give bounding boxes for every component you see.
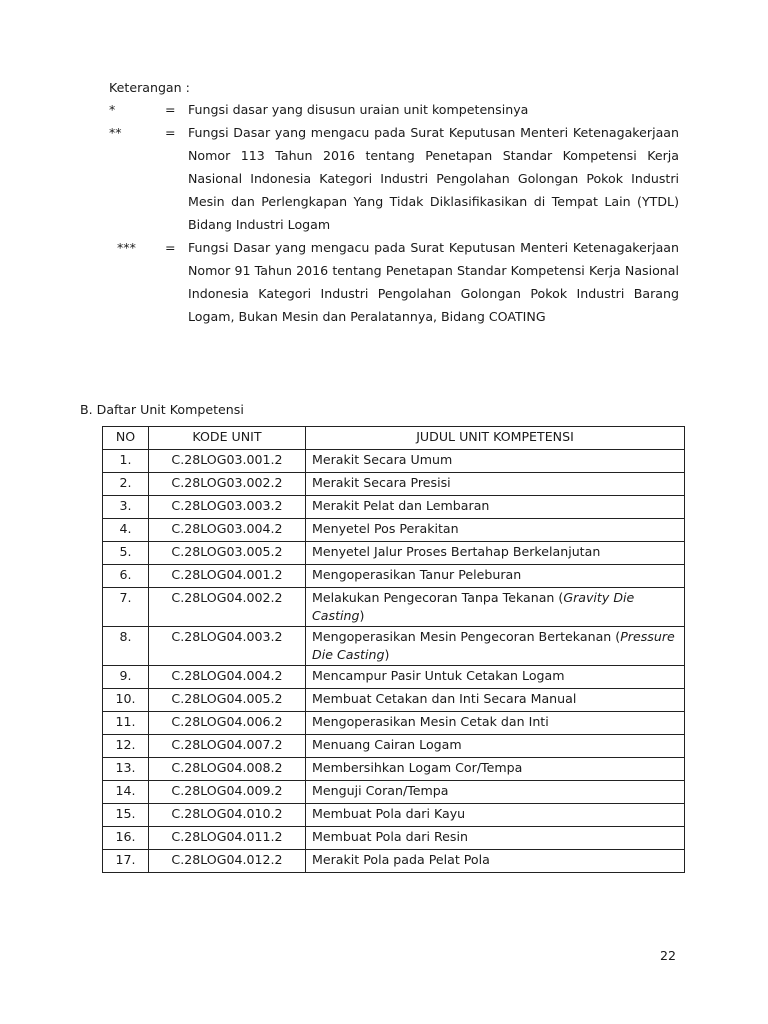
table-row: [103, 519, 685, 542]
cell-kode: C.28LOG03.005.2: [149, 542, 306, 565]
cell-no: 10.: [103, 689, 149, 712]
table-row: [103, 804, 685, 827]
cell-kode: C.28LOG04.012.2: [149, 850, 306, 873]
cell-no: 2.: [103, 473, 149, 496]
note-symbol: ***: [117, 240, 136, 255]
cell-no: 13.: [103, 758, 149, 781]
header-no: NO: [103, 427, 149, 450]
note-equals: =: [165, 240, 176, 255]
table-row: [103, 689, 685, 712]
note-symbol: *: [109, 102, 116, 117]
judul-end-text: ): [359, 608, 365, 623]
judul-italic-text: Gravity Die Casting: [312, 590, 635, 623]
cell-kode: C.28LOG04.007.2: [149, 735, 306, 758]
note-double-star: [109, 121, 679, 236]
cell-no: 17.: [103, 850, 149, 873]
cell-judul: Menyetel Pos Perakitan: [306, 519, 685, 542]
table-row: [103, 781, 685, 804]
judul-italic-text: Pressure Die Casting: [312, 629, 675, 662]
cell-no: 12.: [103, 735, 149, 758]
cell-no: 16.: [103, 827, 149, 850]
keterangan-title: Keterangan :: [109, 80, 190, 95]
table-row: [103, 850, 685, 873]
cell-kode: C.28LOG04.009.2: [149, 781, 306, 804]
cell-judul: Membersihkan Logam Cor/Tempa: [306, 758, 685, 781]
cell-no: 14.: [103, 781, 149, 804]
table-header-row: [103, 427, 685, 450]
table-row: [103, 758, 685, 781]
cell-kode: C.28LOG04.002.2: [149, 588, 306, 627]
cell-kode: C.28LOG03.004.2: [149, 519, 306, 542]
cell-no: 8.: [103, 627, 149, 666]
cell-kode: C.28LOG04.003.2: [149, 627, 306, 666]
note-symbol: **: [109, 125, 122, 140]
cell-judul: Merakit Pelat dan Lembaran: [306, 496, 685, 519]
cell-judul: Menguji Coran/Tempa: [306, 781, 685, 804]
cell-no: 7.: [103, 588, 149, 627]
judul-text: Mengoperasikan Mesin Pengecoran Bertekanan (: [312, 629, 621, 644]
table-row: [103, 496, 685, 519]
cell-no: 1.: [103, 450, 149, 473]
note-text: Fungsi Dasar yang mengacu pada Surat Keputusan Menteri Ketenagakerjaan Nomor 91 Tahun 2016 tentang Penetapan Standar Kompetensi Kerja Nasional Indonesia Kategori Industri Pengolahan Golongan Pokok Industri Barang Logam, Bukan Mesin dan Peralatannya, Bidang COATING: [188, 240, 679, 324]
table-row: [103, 473, 685, 496]
cell-judul: Menuang Cairan Logam: [306, 735, 685, 758]
note-text: Fungsi Dasar yang mengacu pada Surat Keputusan Menteri Ketenagakerjaan Nomor 113 Tahun 2016 tentang Penetapan Standar Kompetensi Kerja Nasional Indonesia Kategori Industri Pengolahan Golongan Pokok Industri Mesin dan Perlengkapan Yang Tidak Diklasifikasikan di Tempat Lain (YTDL) Bidang Industri Logam: [188, 125, 679, 232]
note-triple-star: [109, 236, 679, 328]
note-single-star: [109, 98, 679, 121]
table-row: [103, 712, 685, 735]
cell-kode: C.28LOG04.001.2: [149, 565, 306, 588]
cell-kode: C.28LOG04.005.2: [149, 689, 306, 712]
cell-no: 5.: [103, 542, 149, 565]
note-text: Fungsi dasar yang disusun uraian unit kompetensinya: [188, 102, 529, 117]
table-row: [103, 588, 685, 627]
cell-judul: Mencampur Pasir Untuk Cetakan Logam: [306, 666, 685, 689]
cell-no: 9.: [103, 666, 149, 689]
cell-kode: C.28LOG03.001.2: [149, 450, 306, 473]
header-judul-unit: JUDUL UNIT KOMPETENSI: [306, 427, 685, 450]
cell-judul: Membuat Cetakan dan Inti Secara Manual: [306, 689, 685, 712]
table-row: [103, 666, 685, 689]
cell-no: 3.: [103, 496, 149, 519]
cell-judul: Membuat Pola dari Kayu: [306, 804, 685, 827]
cell-no: 11.: [103, 712, 149, 735]
table-row: [103, 827, 685, 850]
cell-no: 6.: [103, 565, 149, 588]
cell-judul: Mengoperasikan Mesin Cetak dan Inti: [306, 712, 685, 735]
table-row: [103, 565, 685, 588]
table-row: [103, 450, 685, 473]
cell-judul: Membuat Pola dari Resin: [306, 827, 685, 850]
cell-judul: [306, 627, 685, 666]
judul-end-text: ): [384, 647, 390, 662]
cell-kode: C.28LOG04.010.2: [149, 804, 306, 827]
cell-kode: C.28LOG03.003.2: [149, 496, 306, 519]
judul-text: Melakukan Pengecoran Tanpa Tekanan (: [312, 590, 564, 605]
unit-kompetensi-table: [102, 426, 685, 873]
page-number: 22: [660, 948, 677, 963]
cell-judul: Merakit Pola pada Pelat Pola: [306, 850, 685, 873]
cell-judul: Merakit Secara Presisi: [306, 473, 685, 496]
header-kode-unit: KODE UNIT: [149, 427, 306, 450]
note-equals: =: [165, 102, 176, 117]
table-row: [103, 542, 685, 565]
cell-kode: C.28LOG04.004.2: [149, 666, 306, 689]
cell-judul: [306, 588, 685, 627]
note-equals: =: [165, 125, 176, 140]
cell-judul: Menyetel Jalur Proses Bertahap Berkelanjutan: [306, 542, 685, 565]
keterangan-block: [109, 78, 679, 328]
section-title: B. Daftar Unit Kompetensi: [80, 402, 244, 417]
cell-no: 15.: [103, 804, 149, 827]
cell-judul: Merakit Secara Umum: [306, 450, 685, 473]
cell-judul: Mengoperasikan Tanur Peleburan: [306, 565, 685, 588]
cell-kode: C.28LOG03.002.2: [149, 473, 306, 496]
cell-kode: C.28LOG04.006.2: [149, 712, 306, 735]
table-row: [103, 735, 685, 758]
cell-kode: C.28LOG04.008.2: [149, 758, 306, 781]
cell-no: 4.: [103, 519, 149, 542]
cell-kode: C.28LOG04.011.2: [149, 827, 306, 850]
table-row: [103, 627, 685, 666]
